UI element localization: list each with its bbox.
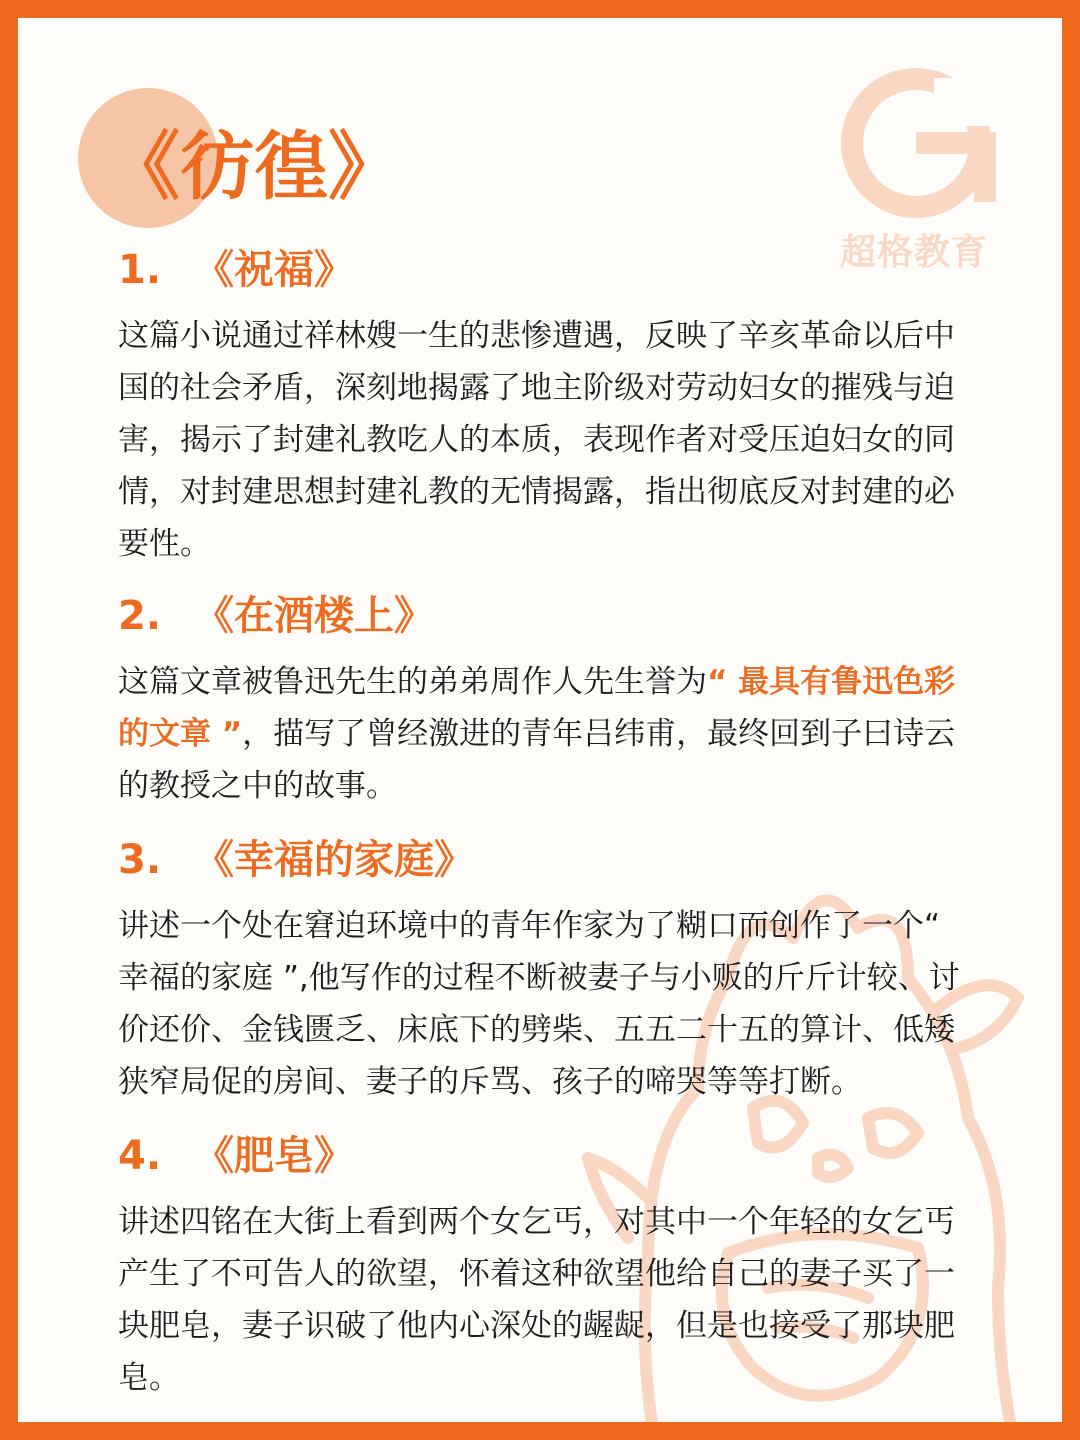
section-number: 1.: [118, 247, 162, 293]
body-text: ，描写了曾经激进的青年吕纬甫，最终回到子曰诗云的教授之中的故事。: [118, 716, 956, 804]
highlight-quote: “ 最具有鲁迅色彩的文章 ”: [118, 664, 956, 752]
section-heading: [118, 240, 978, 300]
section-body: 讲述一个处在窘迫环境中的青年作家为了糊口而创作了一个“ 幸福的家庭 ”,他写作的过程不断被妻子与小贩的斤斤计较、讨价还价、金钱匮乏、床底下的劈柴、五五二十五的算计、低矮狭窄局促的房间、妻子的斥骂、孩子的啼哭等等打断。: [118, 908, 960, 1100]
section-zai-jiulou-shang: [118, 586, 978, 812]
section-number: 4.: [118, 1133, 162, 1179]
brand-name: 超格教育: [840, 232, 989, 273]
section-body: 讲述四铭在大街上看到两个女乞丐，对其中一个年轻的女乞丐产生了不可告人的欲望，怀着这种欲望他给自己的妻子买了一块肥皂，妻子识破了他内心深处的龌龊，但是也接受了那块肥皂。: [118, 1204, 955, 1396]
body-text: 这篇文章被鲁迅先生的弟弟周作人先生誉为: [118, 664, 707, 700]
section-title: 《肥皂》: [194, 1133, 354, 1179]
section-title: 《在酒楼上》: [194, 593, 434, 639]
section-number: 2.: [118, 593, 162, 639]
page-title: 《彷徨》: [106, 124, 402, 210]
section-xingfu-de-jiating: [118, 830, 978, 1108]
section-feizao: [118, 1126, 978, 1404]
section-body: [118, 656, 978, 812]
section-zhufu: [118, 240, 978, 570]
section-heading: [118, 586, 978, 646]
section-title: 《幸福的家庭》: [194, 837, 474, 883]
section-heading: [118, 1126, 978, 1186]
page: [18, 18, 1062, 1422]
section-body: 这篇小说通过祥林嫂一生的悲惨遭遇，反映了辛亥革命以后中国的社会矛盾，深刻地揭露了地主阶级对劳动妇女的摧残与迫害，揭示了封建礼教吃人的本质，表现作者对受压迫妇女的同情，对封建思想封建礼教的无情揭露，指出彻底反对封建的必要性。: [118, 318, 955, 562]
section-heading: [118, 830, 978, 890]
section-number: 3.: [118, 837, 162, 883]
section-title: 《祝福》: [194, 247, 354, 293]
